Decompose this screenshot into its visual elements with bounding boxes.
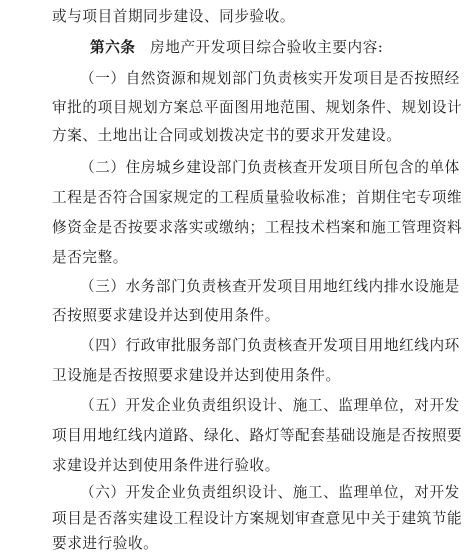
article-label: 第六条 [90, 38, 136, 56]
text-line-15: 项目用地红线内道路、绿化、路灯等配套基础设施是否按照要 [52, 426, 463, 444]
text-line-8: 修资金是否按要求落实或缴纳；工程技术档案和施工管理资料 [52, 219, 463, 237]
text-line-16: 求建设并达到使用条件进行验收。 [52, 456, 280, 474]
text-line-7: 工程是否符合国家规定的工程质量验收标准；首期住宅专项维 [52, 189, 463, 207]
text-line-19: 要求进行验收。 [52, 535, 159, 552]
text-line-4: 审批的项目规划方案总平面图用地范围、规划条件、规划设计 [52, 99, 463, 117]
text-line-5: 方案、土地出让合同或划拨决定书的要求开发建设。 [52, 127, 402, 145]
text-line-14: （五）开发企业负责组织设计、施工、监理单位，对开发 [80, 396, 460, 414]
text-line-9: 是否完整。 [52, 249, 128, 267]
text-line-11: 否按照要求建设并达到使用条件。 [52, 307, 280, 325]
text-line-3: （一）自然资源和规划部门负责核实开发项目是否按照经 [80, 69, 460, 87]
text-line-13: 卫设施是否按照要求建设并达到使用条件。 [52, 366, 341, 384]
text-line-2: 房地产开发项目综合验收主要内容: [150, 38, 384, 56]
text-line-17: （六）开发企业负责组织设计、施工、监理单位，对开发 [80, 483, 460, 501]
text-line-18: 项目是否落实建设工程设计方案规划审查意见中关于建筑节能 [52, 509, 463, 527]
text-line-10: （三）水务部门负责核查开发项目用地红线内排水设施是 [80, 278, 460, 296]
text-line-12: （四）行政审批服务部门负责核查开发项目用地红线内环 [80, 337, 460, 355]
text-line-6: （二）住房城乡建设部门负责核查开发项目所包含的单体 [80, 159, 460, 177]
text-line-1: 或与项目首期同步建设、同步验收。 [52, 7, 296, 25]
